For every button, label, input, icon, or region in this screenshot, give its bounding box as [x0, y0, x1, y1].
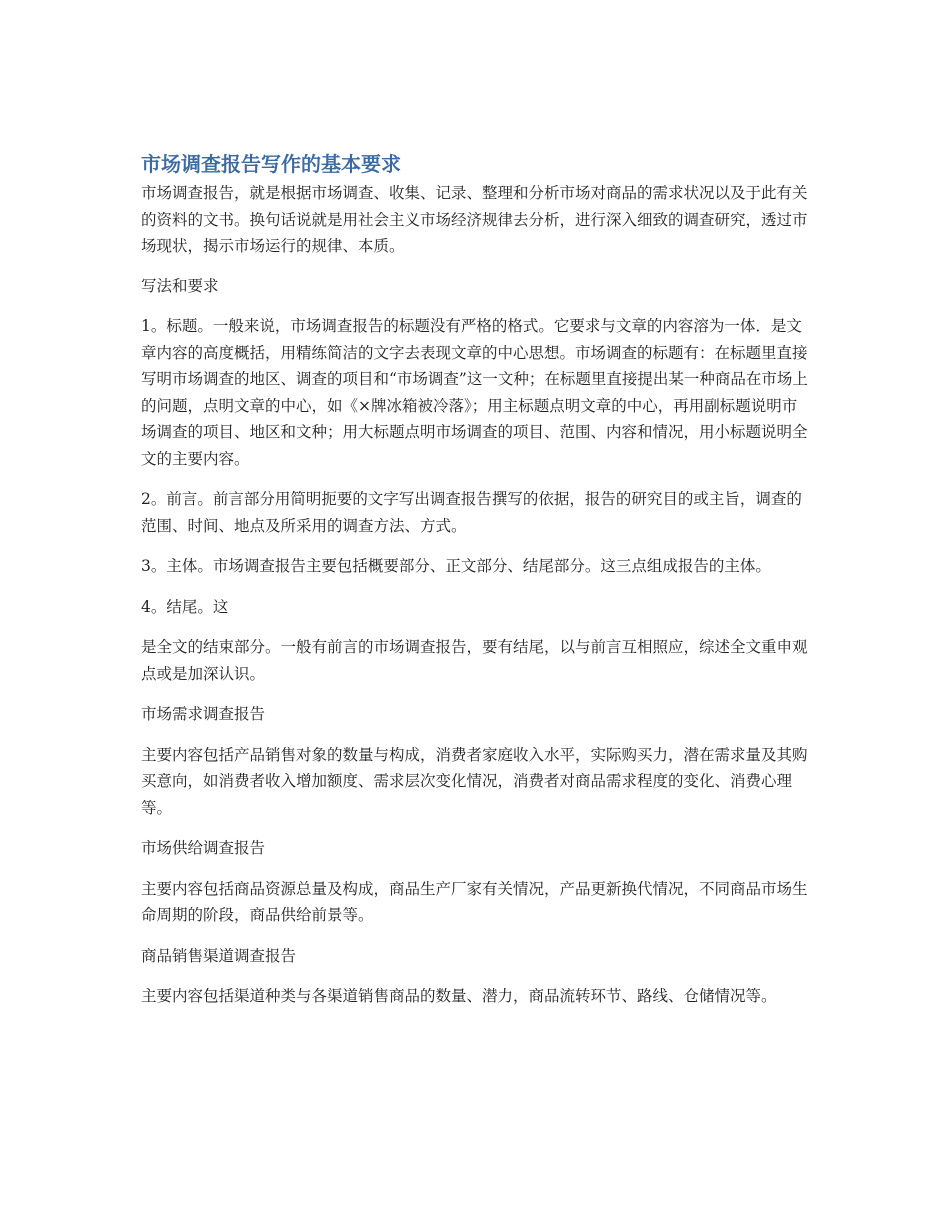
demand-report-paragraph: 主要内容包括产品销售对象的数量与构成，消费者家庭收入水平，实际购买力，潜在需求量及其购买意向，如消费者收入增加额度、需求层次变化情况，消费者对商品需求程度的变化、消费心理等。 [141, 745, 808, 817]
item-2-preface-paragraph: 2。前言。前言部分用简明扼要的文字写出调查报告撰写的依据，报告的研究目的或主旨，调查的范围、时间、地点及所采用的调查方法、方式。 [141, 490, 802, 535]
section-heading-channel-report: 商品销售渠道调查报告 [141, 946, 297, 965]
intro-paragraph: 市场调查报告，就是根据市场调查、收集、记录、整理和分析市场对商品的需求状况以及于此有关的资料的文书。换句话说就是用社会主义市场经济规律去分析，进行深入细致的调查研究，透过市场现状，揭示市场运行的规律、本质。 [141, 184, 808, 255]
section-heading-demand-report: 市场需求调查报告 [141, 705, 266, 723]
item-4-ending-paragraph: 4。结尾。这 [141, 597, 229, 616]
item-1-title-paragraph: 1。标题。一般来说，市场调查报告的标题没有严格的格式。它要求与文章的内容溶为一体．是文章内容的高度概括，用精练简洁的文字去表现文章的中心思想。市场调查的标题有：在标题里直接写明市场调查的地区、调查的项目和“市场调查”这一文种；在标题里直接提出某一种商品在市场上的问题，点明文章的中心，如《×牌冰箱被冷落》；用主标题点明文章的中心，再用副标题说明市场调查的项目、地区和文种；用大标题点明市场调查的项目、范围、内容和情况，用小标题说明全文的主要内容。 [141, 317, 808, 468]
supply-report-paragraph: 主要内容包括商品资源总量及构成，商品生产厂家有关情况，产品更新换代情况，不同商品市场生命周期的阶段，商品供给前景等。 [141, 879, 808, 924]
ending-description-paragraph: 是全文的结束部分。一般有前言的市场调查报告，要有结尾，以与前言互相照应，综述全文重申观点或是加深认识。 [141, 638, 808, 683]
document-page [141, 150, 811, 1024]
item-3-body-paragraph: 3。主体。市场调查报告主要包括概要部分、正文部分、结尾部分。这三点组成报告的主体。 [141, 557, 771, 575]
section-heading-writing-requirements: 写法和要求 [141, 276, 219, 295]
channel-report-paragraph: 主要内容包括渠道种类与各渠道销售商品的数量、潜力，商品流转环节、路线、仓储情况等。 [141, 987, 777, 1005]
document-title: 市场调查报告写作的基本要求 [141, 152, 401, 176]
section-heading-supply-report: 市场供给调查报告 [141, 839, 266, 857]
